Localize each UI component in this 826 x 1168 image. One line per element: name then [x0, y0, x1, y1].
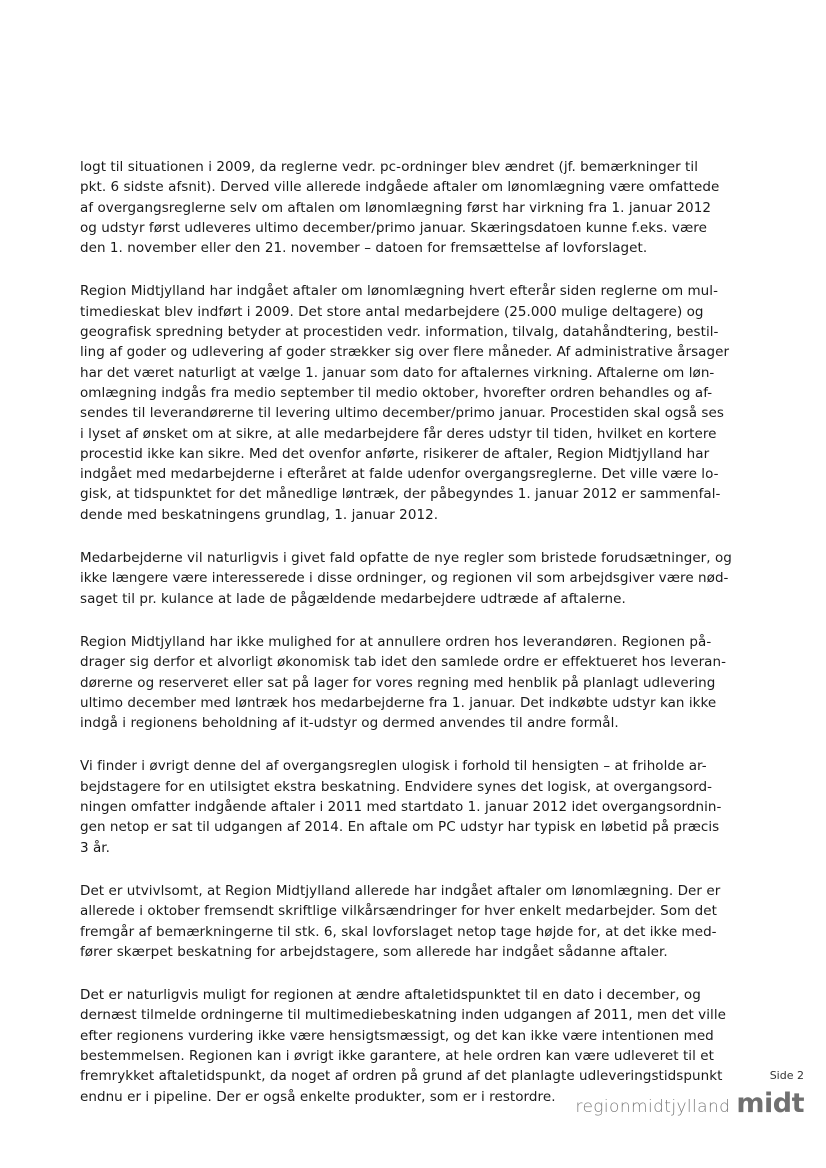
- text-line: dørerne og reserveret eller sat på lager for vores regning med henblik på planlagt udlevering: [80, 674, 716, 691]
- text-line: allerede i oktober fremsendt skriftlige vilkårsændringer for hver enkelt medarbejder. Som det: [80, 903, 717, 920]
- text-line: indgået med medarbejderne i efteråret at falde udenfor overgangsreglerne. Det ville være lo-: [80, 466, 719, 483]
- text-line: timedieskat blev indført i 2009. Det store antal medarbejdere (25.000 mulige deltagere) og: [80, 303, 704, 320]
- text-line: dende med beskatningens grundlag, 1. januar 2012.: [80, 506, 439, 523]
- text-line: omlægning indgås fra medio september til medio oktober, hvorefter ordren behandles og af-: [80, 384, 713, 401]
- text-line: Medarbejderne vil naturligvis i givet fald opfatte de nye regler som bristede forudsætninger, og: [80, 550, 732, 567]
- paragraph: [80, 281, 752, 525]
- text-line: saget til pr. kulance at lade de pågældende medarbejdere udtræde af aftalerne.: [80, 590, 626, 607]
- text-line: gen netop er sat til udgangen af 2014. En aftale om PC udstyr har typisk en løbetid på præcis: [80, 819, 720, 836]
- paragraph: [80, 756, 752, 857]
- text-line: ningen omfatter indgående aftaler i 2011 med startdato 1. januar 2012 idet overgangsordnin-: [80, 799, 722, 816]
- text-line: pkt. 6 sidste afsnit). Derved ville allerede indgåede aftaler om lønomlægning være omfattede: [80, 179, 720, 196]
- logo-wordmark: regionmidtjylland: [575, 1097, 731, 1117]
- text-line: bejdstagere for en utilsigtet ekstra beskatning. Endvidere synes det logisk, at overgangsord-: [80, 778, 712, 795]
- text-line: 3 år.: [80, 839, 111, 856]
- text-line: Region Midtjylland har ikke mulighed for at annullere ordren hos leverandøren. Regionen på-: [80, 633, 712, 650]
- document-body: [80, 157, 752, 1130]
- text-line: efter regionens vurdering ikke være hensigtsmæssigt, og det kan ikke være intentionen med: [80, 1027, 714, 1044]
- text-line: i lyset af ønsket om at sikre, at alle medarbejdere får deres udstyr til tiden, hvilket en kortere: [80, 425, 717, 442]
- text-line: fremgår af bemærkningerne til stk. 6, skal lovforslaget netop tage højde for, at det ikke med-: [80, 923, 717, 940]
- region-logo: [575, 1088, 804, 1119]
- text-line: procestid ikke kan sikre. Med det ovenfor anførte, risikerer de aftaler, Region Midtjylland har: [80, 445, 710, 462]
- page-number: Side 2: [769, 1069, 804, 1082]
- text-line: geografisk spredning betyder at procestiden vedr. information, tilvalg, datahåndtering, bestil-: [80, 324, 719, 341]
- text-line: Det er naturligvis muligt for regionen at ændre aftaletidspunktet til en dato i december, og: [80, 987, 701, 1004]
- text-line: ling af goder og udlevering af goder strækker sig over flere måneder. Af administrative årsager: [80, 344, 730, 361]
- text-line: bestemmelsen. Regionen kan i øvrigt ikke garantere, at hele ordren kan være udleveret til et: [80, 1047, 714, 1064]
- text-line: Region Midtjylland har indgået aftaler om lønomlægning hvert efterår siden reglerne om mul-: [80, 283, 719, 300]
- text-line: Vi finder i øvrigt denne del af overgangsreglen ulogisk i forhold til hensigten – at friholde ar-: [80, 758, 707, 775]
- text-line: drager sig derfor et alvorligt økonomisk tab idet den samlede ordre er effektueret hos leveran-: [80, 654, 727, 671]
- text-line: fremrykket aftaletidspunkt, da noget af ordren på grund af det planlagte udleveringstidspunkt: [80, 1068, 723, 1085]
- text-line: ikke længere være interesserede i disse ordninger, og regionen vil som arbejdsgiver være nød-: [80, 570, 729, 587]
- text-line: Det er utvivlsomt, at Region Midtjylland allerede har indgået aftaler om lønomlægning. Der er: [80, 882, 721, 899]
- text-line: den 1. november eller den 21. november – datoen for fremsættelse af lovforslaget.: [80, 240, 648, 257]
- text-line: sendes til leverandørerne til levering ultimo december/primo januar. Procestiden skal også ses: [80, 405, 724, 422]
- text-line: endnu er i pipeline. Der er også enkelte produkter, som er i restordre.: [80, 1088, 556, 1105]
- paragraph: [80, 632, 752, 733]
- logo-mark: midt: [736, 1088, 804, 1119]
- text-line: indgå i regionens beholdning af it-udstyr og dermed anvendes til andre formål.: [80, 715, 619, 732]
- text-line: gisk, at tidspunktet for det månedlige løntræk, der påbegyndes 1. januar 2012 er sammenfal-: [80, 486, 721, 503]
- paragraph: [80, 881, 752, 962]
- text-line: logt til situationen i 2009, da reglerne vedr. pc-ordninger blev ændret (jf. bemærkninger til: [80, 159, 699, 175]
- text-line: har det været naturligt at vælge 1. januar som dato for aftalernes virkning. Aftalerne om løn-: [80, 364, 715, 381]
- text-line: og udstyr først udleveres ultimo december/primo januar. Skæringsdatoen kunne f.eks. være: [80, 219, 707, 236]
- paragraph: [80, 157, 752, 258]
- text-line: dernæst tilmelde ordningerne til multimediebeskatning inden udgangen af 2011, men det ville: [80, 1007, 726, 1024]
- text-line: af overgangsreglerne selv om aftalen om lønomlægning først har virkning fra 1. januar 2012: [80, 199, 711, 216]
- text-line: fører skærpet beskatning for arbejdstagere, som allerede har indgået sådanne aftaler.: [80, 943, 668, 960]
- text-line: ultimo december med løntræk hos medarbejderne fra 1. januar. Det indkøbte udstyr kan ikke: [80, 694, 717, 711]
- paragraph: [80, 548, 752, 609]
